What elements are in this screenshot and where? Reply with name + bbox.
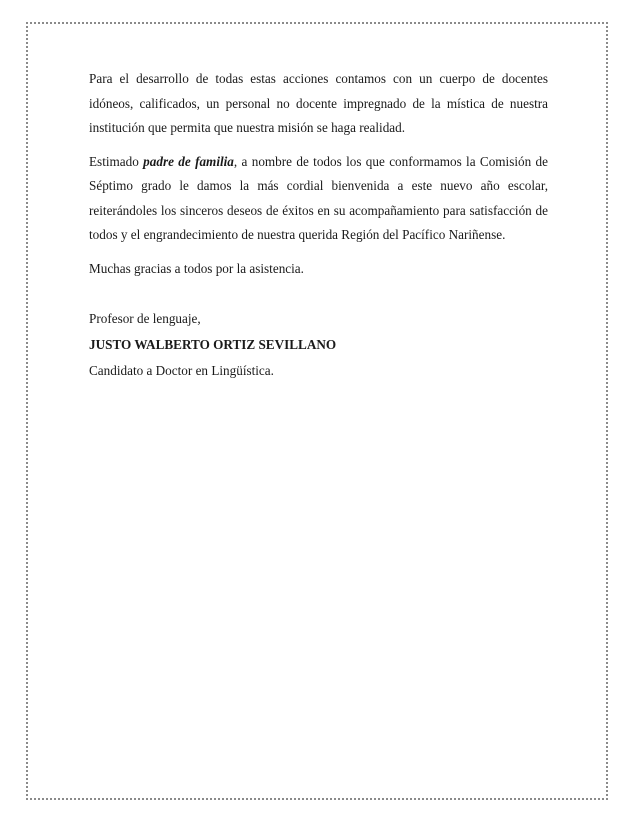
paragraph-staff: Para el desarrollo de todas estas acciones contamos con un cuerpo de docentes idóneos, calificados, un personal no docente impregnado de la mística de nuestra institución que permita que nuestra misión se haga realidad. <box>89 71 548 135</box>
welcome-body-text: , a nombre de todos los que conformamos la Comisión de Séptimo grado le damos la más cordial bienvenida a este nuevo año escolar, reiterándoles los sinceros deseos de éxitos en su acompañamiento para satisfacción de todos y el engrandecimiento de nuestra querida Región del Pacífico Nariñense. <box>89 153 548 242</box>
signature-name: JUSTO WALBERTO ORTIZ SEVILLANO <box>89 337 337 352</box>
signature-role: Profesor de lenguaje, <box>89 311 201 326</box>
letter-body <box>89 67 548 388</box>
paragraph-welcome <box>89 150 548 248</box>
signature-title: Candidato a Doctor en Lingüística. <box>89 363 274 378</box>
welcome-lead-text: Estimado <box>89 153 144 169</box>
paragraph-thanks: Muchas gracias a todos por la asistencia. <box>89 260 304 276</box>
signature-block <box>89 310 548 380</box>
emphasis-parent: padre de familia <box>143 153 234 169</box>
